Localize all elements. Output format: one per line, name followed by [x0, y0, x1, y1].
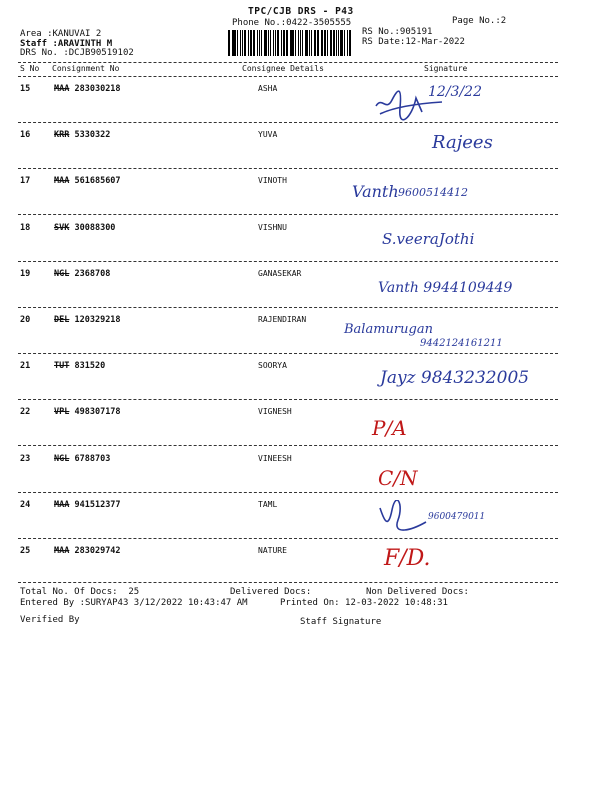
barcode-bar — [242, 30, 244, 56]
barcode-bar — [232, 30, 233, 56]
consignment-prefix: NGL — [54, 454, 70, 464]
row-sno: 24 — [20, 500, 31, 510]
divider — [18, 307, 558, 308]
consignment-prefix: VPL — [54, 407, 70, 417]
barcode-bar — [291, 30, 294, 56]
barcode-bar — [302, 30, 303, 56]
row-consignee: VIGNESH — [258, 407, 292, 416]
barcode-bar — [333, 30, 335, 56]
column-signature: Signature — [424, 64, 468, 73]
divider — [18, 399, 558, 400]
divider — [18, 538, 558, 539]
signature-scribble — [374, 500, 434, 536]
signature: Rajees — [432, 132, 493, 153]
row-sno: 16 — [20, 130, 31, 140]
row-consignee: TAML — [258, 500, 278, 509]
barcode-bar — [290, 30, 291, 56]
barcode-bar — [261, 30, 263, 56]
delivered-docs: Delivered Docs: — [230, 587, 312, 597]
barcode-bar — [281, 30, 282, 56]
consignment-prefix: MAA — [54, 176, 70, 186]
consignment-number: 283030218 — [74, 84, 121, 94]
entered-by: Entered By :SURYAP43 3/12/2022 10:43:47 AM — [20, 598, 248, 608]
barcode-bar — [349, 30, 351, 56]
barcode-bar — [237, 30, 238, 56]
column-consignment: Consignment No — [52, 64, 120, 73]
signature-phone: 9600514412 — [398, 186, 468, 199]
row-sno: 15 — [20, 84, 31, 94]
divider — [18, 168, 558, 169]
consignment-prefix: KRR — [54, 130, 70, 140]
barcode-bar — [324, 30, 327, 56]
column-sno: S No — [20, 64, 40, 73]
divider — [18, 122, 558, 123]
status-mark: C/N — [378, 466, 418, 490]
barcode-bar — [330, 30, 332, 56]
printed-on: Printed On: 12-03-2022 10:48:31 — [280, 598, 448, 608]
consignment-number: 120329218 — [74, 315, 121, 325]
document-title: TPC/CJB DRS - P43 — [248, 6, 354, 17]
barcode-bar — [240, 30, 241, 56]
signature: Jayz 9843232005 — [380, 368, 530, 388]
consignment-prefix: SVK — [54, 223, 70, 233]
barcode-bar — [338, 30, 339, 56]
barcode-bar — [275, 30, 276, 56]
divider — [18, 492, 558, 493]
barcode-bar — [314, 30, 316, 56]
status-mark: P/A — [372, 416, 407, 440]
row-consignment — [54, 269, 110, 279]
rs-info — [362, 27, 465, 47]
signature: S.veeraJothi — [382, 230, 475, 248]
consignment-prefix: MAA — [54, 500, 70, 510]
barcode-bar — [268, 30, 269, 56]
consignment-number: 2368708 — [74, 269, 111, 279]
row-sno: 19 — [20, 269, 31, 279]
barcode-bar — [253, 30, 255, 56]
divider — [18, 582, 558, 583]
barcode-bar — [233, 30, 236, 56]
barcode-bar — [257, 30, 258, 56]
signature-phone: 9600479011 — [428, 512, 486, 522]
row-consignment — [54, 315, 121, 325]
divider — [18, 353, 558, 354]
row-consignment — [54, 546, 121, 556]
table-row — [0, 176, 600, 190]
row-consignee: YUVA — [258, 130, 278, 139]
table-row — [0, 130, 600, 144]
row-consignee: VISHNU — [258, 223, 287, 232]
header-details — [20, 30, 134, 59]
rs-number: RS No.:905191 — [362, 27, 433, 37]
barcode-bar — [327, 30, 328, 56]
barcode-bar — [298, 30, 299, 56]
consignment-prefix: TUT — [54, 361, 70, 371]
barcode-bar — [286, 30, 288, 56]
barcode-bar — [228, 30, 230, 56]
table-row — [0, 407, 600, 421]
signature: Vanth — [352, 182, 399, 201]
barcode-bar — [318, 30, 319, 56]
divider — [18, 214, 558, 215]
barcode-bar — [277, 30, 280, 56]
row-consignee: GANASEKAR — [258, 269, 302, 278]
total-docs: Total No. Of Docs: 25 — [20, 587, 140, 597]
signature-date: 12/3/22 — [428, 84, 482, 100]
signature: Vanth 9944109449 — [378, 280, 513, 296]
consignment-prefix: MAA — [54, 84, 70, 94]
barcode-bar — [295, 30, 296, 56]
divider — [18, 445, 558, 446]
row-sno: 25 — [20, 546, 31, 556]
barcode-bar — [311, 30, 312, 56]
consignment-number: 561685607 — [74, 176, 121, 186]
non-delivered-docs: Non Delivered Docs: — [366, 587, 469, 597]
phone-number: Phone No.:0422-3505555 — [232, 18, 352, 28]
status-mark: F/D. — [384, 546, 431, 571]
divider — [18, 62, 558, 63]
barcode-bar — [250, 30, 253, 56]
consignment-number: 498307178 — [74, 407, 121, 417]
row-consignee: VINOTH — [258, 176, 287, 185]
row-consignee: NATURE — [258, 546, 287, 555]
staff-label: Staff :ARAVINTH M — [20, 38, 113, 49]
signature-phone: 9442124161211 — [420, 338, 503, 349]
table-row — [0, 315, 600, 329]
barcode-bar — [321, 30, 323, 56]
table-row — [0, 84, 600, 98]
barcode-bar — [309, 30, 311, 56]
row-sno: 17 — [20, 176, 31, 186]
divider — [18, 261, 558, 262]
barcode-bar — [305, 30, 308, 56]
row-consignment — [54, 130, 110, 140]
barcode-bar — [264, 30, 267, 56]
barcode-bar — [259, 30, 260, 56]
barcode-bar — [270, 30, 272, 56]
row-consignee: SOORYA — [258, 361, 287, 370]
row-consignee: VINEESH — [258, 454, 292, 463]
rs-date: RS Date:12-Mar-2022 — [362, 37, 465, 47]
signature: Balamurugan — [344, 322, 433, 337]
barcode-bar — [300, 30, 302, 56]
row-consignment — [54, 500, 121, 510]
barcode-bar — [273, 30, 274, 56]
consignment-prefix: MAA — [54, 546, 70, 556]
consignment-prefix: NGL — [54, 269, 70, 279]
row-consignment — [54, 407, 121, 417]
consignment-number: 30088300 — [74, 223, 116, 233]
barcode-bar — [344, 30, 346, 56]
row-sno: 23 — [20, 454, 31, 464]
row-consignment — [54, 84, 121, 94]
barcode-bar — [347, 30, 348, 56]
divider — [18, 76, 558, 77]
row-sno: 20 — [20, 315, 31, 325]
barcode-bar — [340, 30, 343, 56]
consignment-number: 5330322 — [74, 130, 111, 140]
page-number: Page No.:2 — [452, 16, 507, 26]
consignment-number: 831520 — [74, 361, 106, 371]
row-consignment — [54, 176, 121, 186]
table-row — [0, 454, 600, 468]
barcode-bar — [283, 30, 285, 56]
row-consignee: RAJENDIRAN — [258, 315, 307, 324]
barcode-bar — [244, 30, 246, 56]
consignment-number: 941512377 — [74, 500, 121, 510]
row-consignment — [54, 454, 110, 464]
verified-by: Verified By — [20, 615, 80, 625]
consignment-number: 283029742 — [74, 546, 121, 556]
row-sno: 21 — [20, 361, 31, 371]
barcode-bar — [336, 30, 337, 56]
row-consignee: ASHA — [258, 84, 278, 93]
column-consignee: Consignee Details — [242, 64, 324, 73]
row-sno: 18 — [20, 223, 31, 233]
staff-signature: Staff Signature — [300, 617, 382, 627]
barcode-bar — [248, 30, 249, 56]
row-sno: 22 — [20, 407, 31, 417]
consignment-number: 6788703 — [74, 454, 111, 464]
table-row — [0, 223, 600, 237]
barcode — [228, 30, 352, 56]
table-row — [0, 546, 600, 560]
table-row — [0, 500, 600, 514]
consignment-prefix: DEL — [54, 315, 70, 325]
area-label: Area :KANUVAI 2 — [20, 29, 102, 39]
drs-number: DRS No. :DCJB90519102 — [20, 48, 134, 58]
barcode-bar — [317, 30, 318, 56]
row-consignment — [54, 361, 105, 371]
row-consignment — [54, 223, 115, 233]
